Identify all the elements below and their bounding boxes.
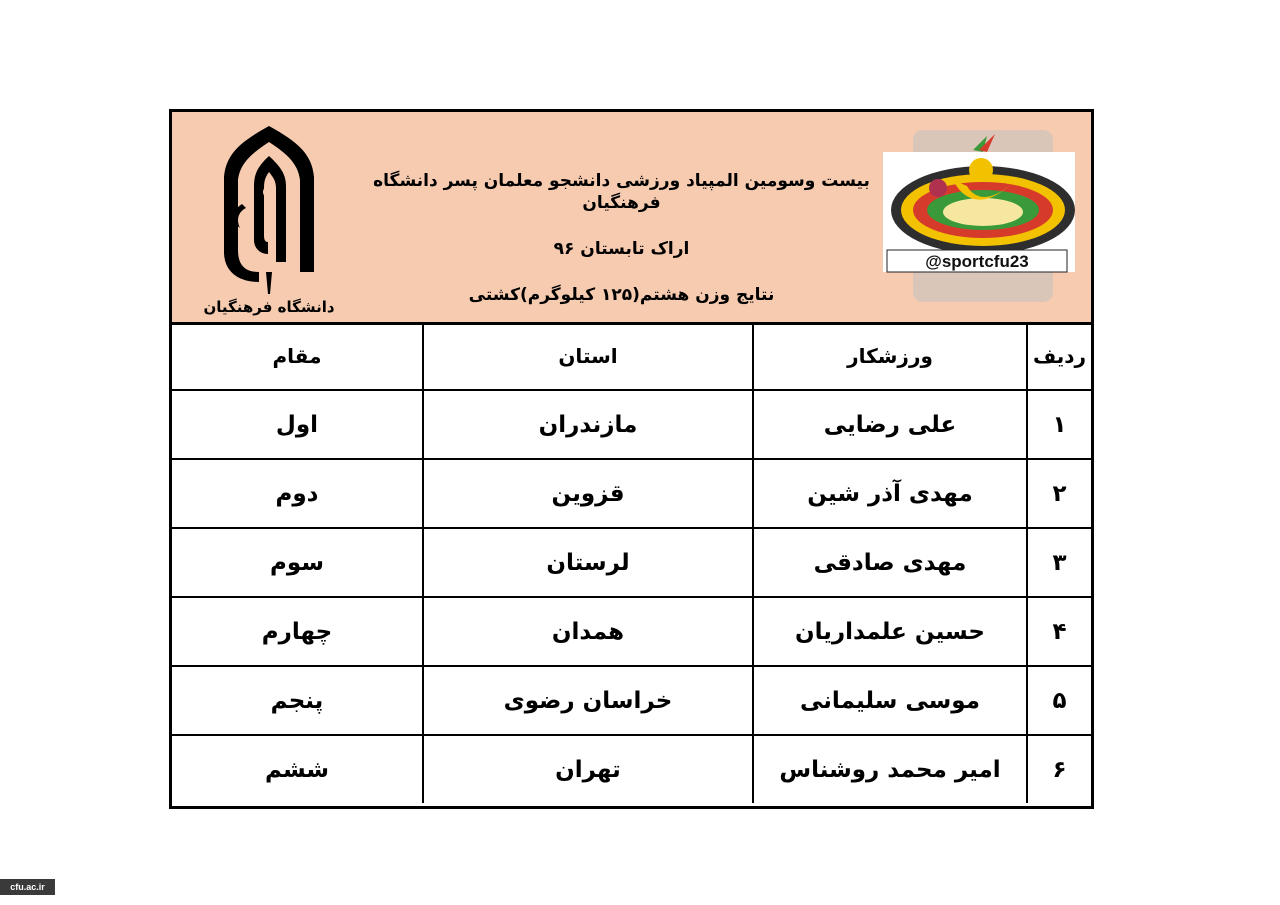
sport-handle: @sportcfu23 [925, 252, 1029, 271]
cell-rank: ۵ [1027, 666, 1091, 735]
cell-rank: ۴ [1027, 597, 1091, 666]
column-header-athlete: ورزشکار [753, 322, 1027, 390]
cell-province: همدان [423, 597, 753, 666]
cell-rank: ۲ [1027, 459, 1091, 528]
cell-place: دوم [172, 459, 423, 528]
column-header-province: استان [423, 322, 753, 390]
cell-place: پنجم [172, 666, 423, 735]
cell-rank: ۳ [1027, 528, 1091, 597]
title-block [372, 170, 871, 306]
table-row [172, 528, 1091, 597]
cell-province: قزوین [423, 459, 753, 528]
table-row [172, 597, 1091, 666]
results-table [172, 322, 1091, 803]
cell-place: ششم [172, 735, 423, 803]
university-logo-icon [203, 122, 335, 318]
logo-caption: دانشگاه فرهنگیان [203, 298, 335, 316]
cell-rank: ۶ [1027, 735, 1091, 803]
cell-athlete: موسی سلیمانی [753, 666, 1027, 735]
column-header-rank: ردیف [1027, 322, 1091, 390]
cell-athlete: امیر محمد روشناس [753, 735, 1027, 803]
cell-rank: ۱ [1027, 390, 1091, 459]
cell-place: چهارم [172, 597, 423, 666]
cell-athlete: مهدی صادقی [753, 528, 1027, 597]
column-header-place: مقام [172, 322, 423, 390]
site-watermark: cfu.ac.ir [0, 879, 55, 895]
cell-athlete: حسین علمداریان [753, 597, 1027, 666]
sport-olympiad-logo-icon [883, 130, 1083, 302]
event-location: اراک تابستان ۹۶ [553, 239, 690, 259]
table-header-row [172, 322, 1091, 390]
sheet-header [172, 112, 1091, 325]
table-row [172, 735, 1091, 803]
cell-place: سوم [172, 528, 423, 597]
cell-province: لرستان [423, 528, 753, 597]
cell-province: خراسان رضوی [423, 666, 753, 735]
table-row [172, 666, 1091, 735]
cell-athlete: علی رضایی [753, 390, 1027, 459]
event-title: بیست وسومین المپیاد ورزشی دانشجو معلمان پسر دانشگاه فرهنگیان [373, 171, 870, 213]
table-row [172, 390, 1091, 459]
results-sheet [169, 109, 1094, 809]
cell-athlete: مهدی آذر شین [753, 459, 1027, 528]
table-row [172, 459, 1091, 528]
cell-province: مازندران [423, 390, 753, 459]
cell-province: تهران [423, 735, 753, 803]
cell-place: اول [172, 390, 423, 459]
event-results-title: نتایج وزن هشتم(۱۲۵ کیلوگرم)کشتی [468, 285, 775, 305]
